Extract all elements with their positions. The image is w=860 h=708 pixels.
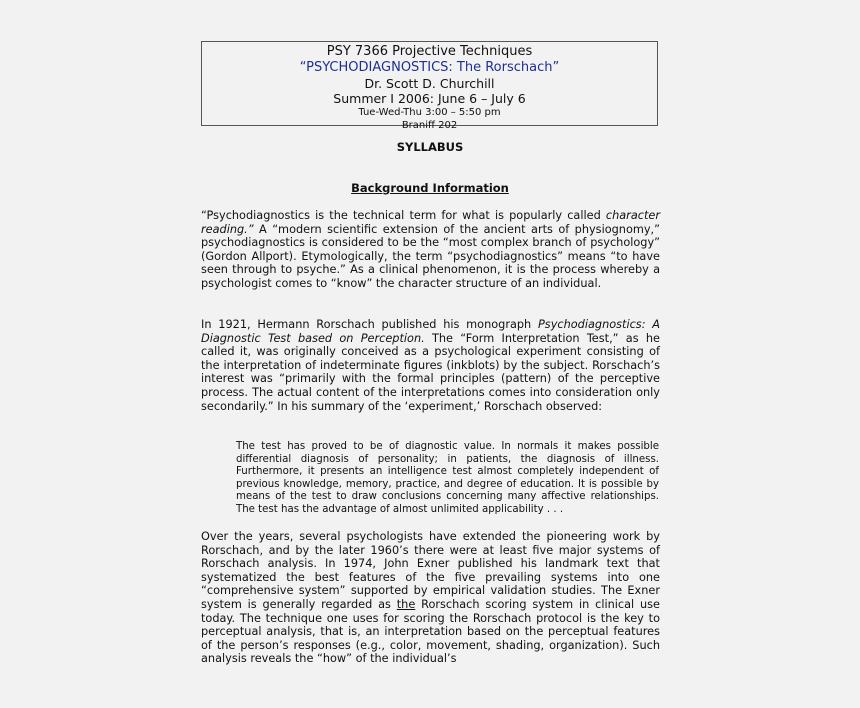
term-dates: Summer I 2006: June 6 – July 6 [333,91,526,106]
class-schedule: Tue-Wed-Thu 3:00 – 5:50 pm [358,107,501,118]
block-quote: The test has proved to be of diagnostic value. In normals it makes possible differential diagnosis of personality; in patients, the diagnosis of illness. Furthermore, it presents an intelligence test almost completely independent of previous knowledge, memory, practice, and degree of education. It is possible by means of the test to draw conclusions concerning many affective relationships. The test has the advantage of almost unlimited applicability . . . [236,441,659,515]
course-title: PSY 7366 Projective Techniques [326,44,533,59]
course-subtitle: “PSYCHODIAGNOSTICS: The Rorschach” [299,60,560,75]
para2-text-a: In 1921, Hermann Rorschach published his monograph [201,318,538,331]
paragraph-psychodiagnostics [201,209,660,291]
background-heading: Background Information [351,181,509,195]
para3-underline: the [396,597,416,611]
para2-italic: Psychodiagnostics: A Diagnostic Test based on Perception. [201,318,660,345]
instructor-name: Dr. Scott D. Churchill [364,76,495,91]
paragraph-rorschach-history [201,318,660,413]
para1-text-b: A “modern scientific extension of the ancient arts of physiognomy,” psychodiagnostics is considered to be the “most complex branch of psychology” (Gordon Allport). Etymologically, the term “psychodiagnostics” means “to have seen through to psyche.” As a clinical phenomenon, it is the process whereby a psychologist comes to “know” the character structure of an individual. [201,222,660,290]
para3-text-a: Over the years, several psychologists have extended the pioneering work by Rorschach, and by the later 1960’s there were at least five major systems of Rorschach analysis. In 1974, John Exner published his landmark text that systematized the best features of the five prevailing systems into one “comprehensive system” supported by empirical validation studies. The Exner system is generally regarded as [201,530,660,611]
para1-italic: character reading.” [201,209,660,236]
para2-text-b: The “Form Interpretation Test,” as he called it, was originally conceived as a psychological experiment consisting of the interpretation of indeterminate figures (inkblots) by the subject. Rorschach’s interest was “primarily with the formal principles (pattern) of the perceptive process. The actual content of the interpretations comes into consideration only secondarily.” In his summary of the ‘experiment,’ Rorschach observed: [201,331,660,413]
course-header-box [201,41,658,131]
syllabus-heading: SYLLABUS [396,140,464,154]
para3-text-b: Rorschach scoring system in clinical use today. The technique one uses for scoring the Rorschach protocol is the key to perceptual analysis, that is, an interpretation based on the perceptual features of the person’s responses (e.g., color, movement, shading, organization). Such analysis reveals the “how” of the individual’s [201,597,660,666]
paragraph-exner-system [201,530,660,666]
para1-text-a: “Psychodiagnostics is the technical term for what is popularly called [201,209,606,222]
class-room: Braniff 202 [401,120,458,131]
